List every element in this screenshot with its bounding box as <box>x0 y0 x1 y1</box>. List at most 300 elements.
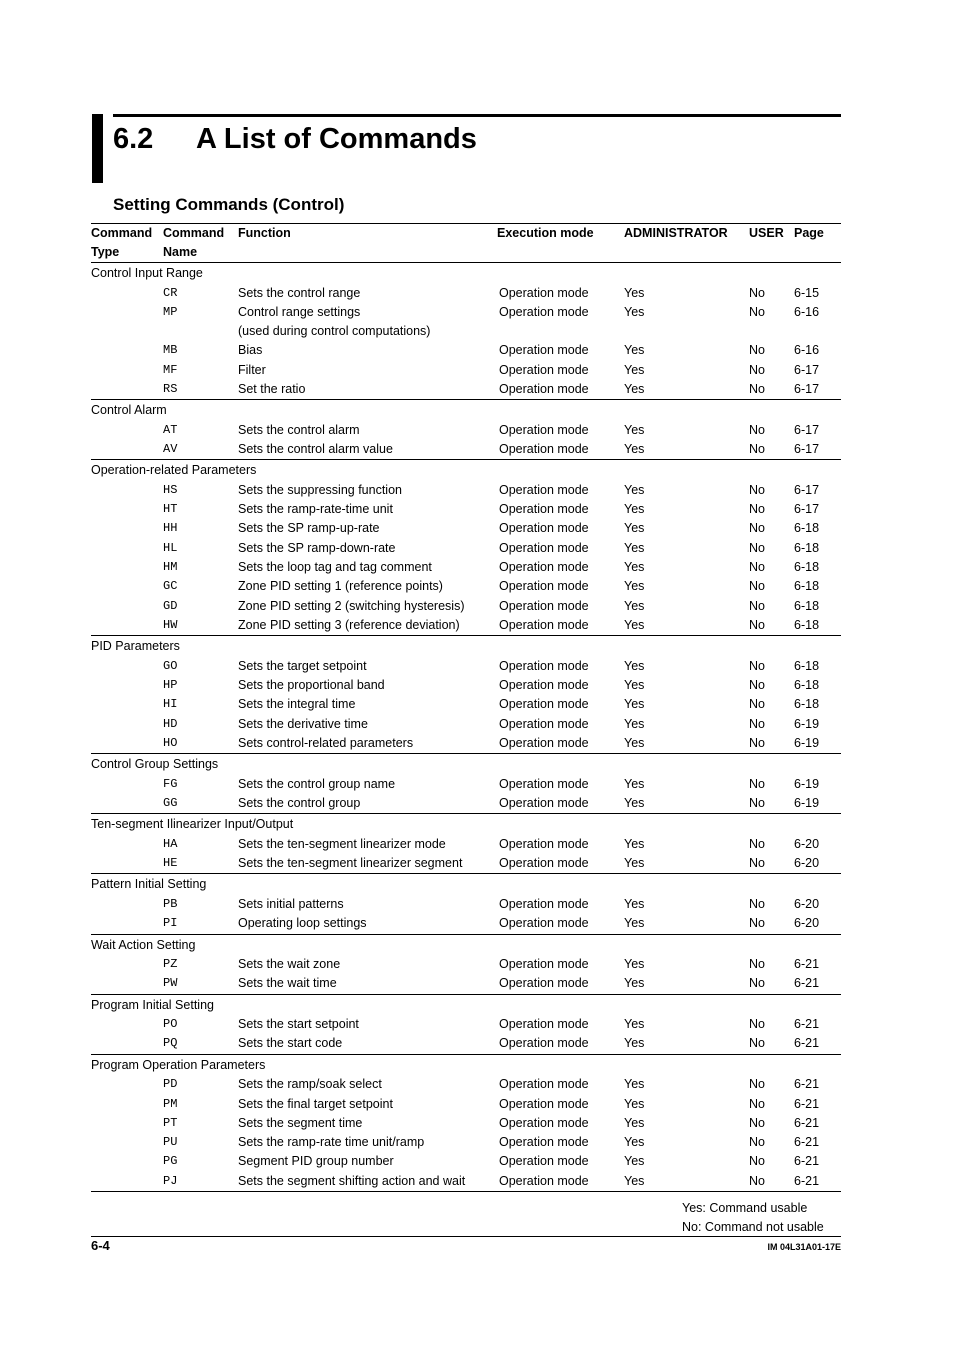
type-cell <box>91 322 163 341</box>
type-cell <box>91 597 163 616</box>
page-cell: 6-20 <box>794 836 820 851</box>
page-cell: 6-19 <box>794 735 820 750</box>
administrator-cell: Yes <box>624 716 645 731</box>
table-row <box>91 284 841 303</box>
type-cell <box>91 1095 163 1114</box>
table-row <box>91 303 841 322</box>
command-name-cell: PM <box>163 1096 178 1111</box>
execution-mode-cell: Operation mode <box>499 856 589 871</box>
command-name-cell: PI <box>163 916 178 931</box>
table-row <box>91 481 841 500</box>
table-row <box>91 1133 841 1152</box>
user-cell: No <box>749 540 765 555</box>
type-cell <box>91 380 163 400</box>
page-cell: 6-17 <box>794 442 820 457</box>
group-title: Control Alarm <box>91 400 841 421</box>
type-cell <box>91 440 163 460</box>
command-name-cell: HO <box>163 735 178 750</box>
table-row <box>91 1075 841 1094</box>
execution-mode-cell: Operation mode <box>499 916 589 931</box>
page-cell: 6-21 <box>794 957 820 972</box>
execution-mode-cell: Operation mode <box>499 1154 589 1169</box>
group-row <box>91 874 841 895</box>
function-cell: Sets the integral time <box>238 697 356 712</box>
user-cell: No <box>749 976 765 991</box>
command-name-cell: HD <box>163 716 178 731</box>
page-cell: 6-17 <box>794 381 820 396</box>
type-cell <box>91 775 163 794</box>
user-cell: No <box>749 1135 765 1150</box>
user-cell: No <box>749 617 765 632</box>
user-cell: No <box>749 1115 765 1130</box>
administrator-cell: Yes <box>624 796 645 811</box>
administrator-cell: Yes <box>624 697 645 712</box>
table-row <box>91 1034 841 1054</box>
command-name-cell: PZ <box>163 957 178 972</box>
table-row <box>91 539 841 558</box>
command-name-cell: HH <box>163 521 178 536</box>
command-name-cell: GG <box>163 796 178 811</box>
administrator-cell: Yes <box>624 442 645 457</box>
type-cell <box>91 1015 163 1034</box>
execution-mode-cell: Operation mode <box>499 598 589 613</box>
table-row <box>91 775 841 794</box>
page-cell <box>794 322 841 341</box>
group-row <box>91 400 841 421</box>
command-name-cell: HW <box>163 617 178 632</box>
page-cell: 6-16 <box>794 304 820 319</box>
function-cell: Sets the start code <box>238 1036 343 1051</box>
table-row <box>91 500 841 519</box>
administrator-cell: Yes <box>624 304 645 319</box>
type-cell <box>91 1133 163 1152</box>
group-title: Operation-related Parameters <box>91 460 841 481</box>
footer-rule <box>91 1236 841 1237</box>
table-row <box>91 974 841 994</box>
execution-mode-cell: Operation mode <box>499 776 589 791</box>
administrator-cell: Yes <box>624 1135 645 1150</box>
user-cell: No <box>749 598 765 613</box>
type-cell <box>91 895 163 914</box>
administrator-cell: Yes <box>624 540 645 555</box>
user-cell: No <box>749 1077 765 1092</box>
user-cell: No <box>749 658 765 673</box>
type-cell <box>91 955 163 974</box>
function-cell: Sets the target setpoint <box>238 658 367 673</box>
page-cell: 6-17 <box>794 422 820 437</box>
command-name-cell: RS <box>163 381 178 396</box>
function-cell: Sets the segment shifting action and wait <box>238 1172 497 1192</box>
command-name-cell: GD <box>163 598 178 613</box>
table-row <box>91 695 841 714</box>
execution-mode-cell: Operation mode <box>499 1077 589 1092</box>
execution-mode-cell: Operation mode <box>499 579 589 594</box>
header-rule <box>113 114 841 117</box>
user-cell: No <box>749 1172 794 1192</box>
page-cell: 6-18 <box>794 678 820 693</box>
type-cell <box>91 715 163 734</box>
type-cell <box>91 974 163 994</box>
page-cell: 6-21 <box>794 1036 820 1051</box>
page-cell: 6-19 <box>794 776 820 791</box>
group-row <box>91 636 841 657</box>
table-row <box>91 914 841 934</box>
table-row <box>91 421 841 440</box>
command-name-cell: AV <box>163 442 178 457</box>
table-row <box>91 440 841 460</box>
table-row <box>91 835 841 854</box>
command-name-cell: PG <box>163 1154 178 1169</box>
type-cell <box>91 577 163 596</box>
table-row <box>91 1114 841 1133</box>
execution-mode-cell: Operation mode <box>499 442 589 457</box>
execution-mode-cell: Operation mode <box>499 896 589 911</box>
command-name-cell: AT <box>163 422 178 437</box>
group-title: Ten-segment Ilinearizer Input/Output <box>91 814 841 835</box>
type-cell <box>91 1172 163 1192</box>
command-name-cell <box>163 322 238 341</box>
user-cell: No <box>749 735 765 750</box>
table-row <box>91 1172 841 1192</box>
group-row <box>91 460 841 481</box>
function-cell: Sets the ramp/soak select <box>238 1077 382 1092</box>
command-name-cell: FG <box>163 776 178 791</box>
execution-mode-cell: Operation mode <box>499 697 589 712</box>
page-cell: 6-18 <box>794 521 820 536</box>
table-row <box>91 558 841 577</box>
page-cell: 6-15 <box>794 285 820 300</box>
user-cell: No <box>749 521 765 536</box>
page-cell: 6-21 <box>794 1154 820 1169</box>
type-cell <box>91 676 163 695</box>
page-cell: 6-17 <box>794 482 820 497</box>
type-cell <box>91 616 163 636</box>
chapter-marker-bar <box>92 114 103 183</box>
header-command-name: Command Name <box>163 226 225 259</box>
function-cell: Sets the ramp-rate-time unit <box>238 502 393 517</box>
administrator-cell: Yes <box>624 598 645 613</box>
function-cell: Sets the segment time <box>238 1115 363 1130</box>
function-cell: Filter <box>238 362 266 377</box>
table-row <box>91 380 841 400</box>
page-cell: 6-19 <box>794 796 820 811</box>
administrator-cell: Yes <box>624 1077 645 1092</box>
table-row <box>91 794 841 814</box>
function-cell: Sets the control alarm <box>238 422 360 437</box>
execution-mode-cell: Operation mode <box>499 502 589 517</box>
function-cell: Sets the wait zone <box>238 957 341 972</box>
group-title: Program Operation Parameters <box>91 1054 841 1075</box>
page-cell: 6-19 <box>794 716 820 731</box>
function-cell: Sets the control group <box>238 796 361 811</box>
function-cell: Sets initial patterns <box>238 896 344 911</box>
group-row <box>91 994 841 1015</box>
command-name-cell: PD <box>163 1077 178 1092</box>
execution-mode-cell <box>497 322 624 341</box>
function-cell: Sets the start setpoint <box>238 1017 359 1032</box>
user-cell: No <box>749 304 765 319</box>
section-number: 6.2 <box>113 123 154 155</box>
execution-mode-cell: Operation mode <box>499 521 589 536</box>
table-row <box>91 341 841 360</box>
function-cell: Sets the proportional band <box>238 678 385 693</box>
function-cell: Zone PID setting 3 (reference deviation) <box>238 617 460 632</box>
command-name-cell: HM <box>163 560 178 575</box>
administrator-cell: Yes <box>624 896 645 911</box>
type-cell <box>91 854 163 874</box>
administrator-cell: Yes <box>624 776 645 791</box>
user-cell: No <box>749 796 765 811</box>
administrator-cell: Yes <box>624 617 645 632</box>
execution-mode-cell: Operation mode <box>499 1036 589 1051</box>
page-title: A List of Commands <box>196 123 477 155</box>
type-cell <box>91 835 163 854</box>
function-cell: Bias <box>238 343 263 358</box>
page-cell: 6-18 <box>794 598 820 613</box>
administrator-cell: Yes <box>624 957 645 972</box>
page-cell: 6-21 <box>794 1172 841 1192</box>
table-row <box>91 657 841 676</box>
table-row <box>91 955 841 974</box>
administrator-cell: Yes <box>624 362 645 377</box>
user-cell: No <box>749 1017 765 1032</box>
page-cell: 6-21 <box>794 1135 820 1150</box>
page-cell: 6-20 <box>794 896 820 911</box>
table-row <box>91 854 841 874</box>
user-cell: No <box>749 381 765 396</box>
command-name-cell: PQ <box>163 1036 178 1051</box>
function-cell: Operating loop settings <box>238 916 367 931</box>
execution-mode-cell: Operation mode <box>499 735 589 750</box>
administrator-cell: Yes <box>624 678 645 693</box>
function-cell: Sets the SP ramp-down-rate <box>238 540 396 555</box>
administrator-cell: Yes <box>624 521 645 536</box>
page-number: 6-4 <box>91 1238 110 1253</box>
function-cell: (used during control computations) <box>238 324 431 339</box>
execution-mode-cell: Operation mode <box>499 285 589 300</box>
command-name-cell: PW <box>163 976 178 991</box>
group-title: Control Input Range <box>91 266 203 280</box>
group-row <box>91 1054 841 1075</box>
execution-mode-cell: Operation mode <box>499 658 589 673</box>
type-cell <box>91 284 163 303</box>
table-row <box>91 734 841 754</box>
page-cell: 6-18 <box>794 560 820 575</box>
type-cell <box>91 481 163 500</box>
execution-mode-cell: Operation mode <box>499 482 589 497</box>
execution-mode-cell: Operation mode <box>499 381 589 396</box>
user-cell: No <box>749 776 765 791</box>
user-cell: No <box>749 1096 765 1111</box>
function-cell: Zone PID setting 2 (switching hysteresis) <box>238 598 465 613</box>
function-cell: Sets the loop tag and tag comment <box>238 560 432 575</box>
user-cell: No <box>749 502 765 517</box>
type-cell <box>91 500 163 519</box>
command-name-cell: PJ <box>163 1172 238 1192</box>
type-cell <box>91 734 163 754</box>
type-cell <box>91 519 163 538</box>
page-cell: 6-20 <box>794 856 820 871</box>
user-cell: No <box>749 716 765 731</box>
table-header <box>91 224 841 263</box>
type-cell <box>91 1034 163 1054</box>
administrator-cell: Yes <box>624 1154 645 1169</box>
table-row <box>91 616 841 636</box>
function-cell: Sets the control range <box>238 285 361 300</box>
type-cell <box>91 558 163 577</box>
page-cell: 6-20 <box>794 916 820 931</box>
header-execution-mode: Execution mode <box>497 226 594 240</box>
document-id: IM 04L31A01-17E <box>767 1242 841 1252</box>
page-cell: 6-18 <box>794 540 820 555</box>
execution-mode-cell: Operation mode <box>499 1017 589 1032</box>
page-cell: 6-21 <box>794 1077 820 1092</box>
command-name-cell: HA <box>163 836 178 851</box>
function-cell: Sets the ramp-rate time unit/ramp <box>238 1135 425 1150</box>
function-cell: Sets the ten-segment linearizer mode <box>238 836 446 851</box>
user-cell: No <box>749 1036 765 1051</box>
command-name-cell: MP <box>163 304 178 319</box>
user-cell: No <box>749 697 765 712</box>
administrator-cell: Yes <box>624 1017 645 1032</box>
command-name-cell: GO <box>163 658 178 673</box>
execution-mode-cell: Operation mode <box>499 560 589 575</box>
command-name-cell: PT <box>163 1115 178 1130</box>
function-cell: Sets the final target setpoint <box>238 1096 393 1111</box>
type-cell <box>91 794 163 814</box>
administrator-cell: Yes <box>624 658 645 673</box>
table-row <box>91 322 841 341</box>
administrator-cell: Yes <box>624 285 645 300</box>
header-function: Function <box>238 226 291 240</box>
type-cell <box>91 421 163 440</box>
group-title: Pattern Initial Setting <box>91 874 841 895</box>
table-row <box>91 895 841 914</box>
user-cell: No <box>749 678 765 693</box>
user-cell: No <box>749 362 765 377</box>
execution-mode-cell: Operation mode <box>499 716 589 731</box>
administrator-cell: Yes <box>624 560 645 575</box>
administrator-cell: Yes <box>624 976 645 991</box>
page-cell: 6-16 <box>794 343 820 358</box>
table-row <box>91 1152 841 1171</box>
commands-table <box>91 223 841 1192</box>
header-command-type: Command Type <box>91 226 153 259</box>
execution-mode-cell: Operation mode <box>499 1135 589 1150</box>
administrator-cell: Yes <box>624 381 645 396</box>
execution-mode-cell: Operation mode <box>499 362 589 377</box>
function-cell: Sets the ten-segment linearizer segment <box>238 856 463 871</box>
command-name-cell: MF <box>163 362 178 377</box>
function-cell: Control range settings <box>238 304 361 319</box>
user-cell: No <box>749 856 765 871</box>
execution-mode-cell: Operation mode <box>499 1096 589 1111</box>
administrator-cell: Yes <box>624 422 645 437</box>
function-cell: Sets the wait time <box>238 976 337 991</box>
type-cell <box>91 341 163 360</box>
function-cell: Sets the SP ramp-up-rate <box>238 521 380 536</box>
group-title: Program Initial Setting <box>91 994 841 1015</box>
execution-mode-cell: Operation mode <box>499 617 589 632</box>
page-cell: 6-21 <box>794 1096 820 1111</box>
type-cell <box>91 695 163 714</box>
table-row <box>91 519 841 538</box>
function-cell: Sets the control alarm value <box>238 442 393 457</box>
table-body <box>91 263 841 1192</box>
page-cell: 6-18 <box>794 658 820 673</box>
administrator-cell: Yes <box>624 1096 645 1111</box>
table-row <box>91 676 841 695</box>
administrator-cell: Yes <box>624 836 645 851</box>
type-cell <box>91 1114 163 1133</box>
administrator-cell: Yes <box>624 1172 749 1192</box>
command-name-cell: HS <box>163 482 178 497</box>
page-cell: 6-18 <box>794 617 820 632</box>
group-title: Control Group Settings <box>91 754 841 775</box>
administrator-cell: Yes <box>624 856 645 871</box>
administrator-cell: Yes <box>624 502 645 517</box>
page-cell: 6-18 <box>794 697 820 712</box>
administrator-cell: Yes <box>624 343 645 358</box>
group-title: Wait Action Setting <box>91 934 841 955</box>
page-cell: 6-21 <box>794 1017 820 1032</box>
user-cell: No <box>749 560 765 575</box>
command-name-cell: HE <box>163 856 178 871</box>
command-name-cell: GC <box>163 579 178 594</box>
command-name-cell: HP <box>163 678 178 693</box>
administrator-cell: Yes <box>624 579 645 594</box>
execution-mode-cell: Operation mode <box>499 422 589 437</box>
execution-mode-cell: Operation mode <box>499 343 589 358</box>
execution-mode-cell: Operation mode <box>499 976 589 991</box>
page-cell: 6-21 <box>794 1115 820 1130</box>
legend-no: No: Command not usable <box>682 1220 824 1234</box>
table-row <box>91 715 841 734</box>
function-cell: Sets the suppressing function <box>238 482 402 497</box>
execution-mode-cell: Operation mode <box>499 678 589 693</box>
group-row <box>91 263 841 284</box>
function-cell: Set the ratio <box>238 381 306 396</box>
type-cell <box>91 1075 163 1094</box>
user-cell: No <box>749 916 765 931</box>
user-cell: No <box>749 482 765 497</box>
page-cell: 6-17 <box>794 362 820 377</box>
function-cell: Segment PID group number <box>238 1154 394 1169</box>
command-name-cell: MB <box>163 343 178 358</box>
subsection-title: Setting Commands (Control) <box>113 195 345 214</box>
function-cell: Sets control-related parameters <box>238 735 414 750</box>
group-title: PID Parameters <box>91 636 841 657</box>
user-cell: No <box>749 896 765 911</box>
function-cell: Sets the control group name <box>238 776 396 791</box>
page-cell: 6-21 <box>794 976 820 991</box>
user-cell: No <box>749 442 765 457</box>
function-cell: Sets the derivative time <box>238 716 368 731</box>
page-cell: 6-18 <box>794 579 820 594</box>
user-cell: No <box>749 836 765 851</box>
type-cell <box>91 914 163 934</box>
command-name-cell: HI <box>163 697 178 712</box>
table-row <box>91 577 841 596</box>
administrator-cell: Yes <box>624 1115 645 1130</box>
type-cell <box>91 1152 163 1171</box>
command-name-cell: HT <box>163 502 178 517</box>
administrator-cell: Yes <box>624 482 645 497</box>
function-cell: Zone PID setting 1 (reference points) <box>238 579 443 594</box>
type-cell <box>91 539 163 558</box>
header-administrator: ADMINISTRATOR <box>624 226 728 240</box>
group-row <box>91 934 841 955</box>
